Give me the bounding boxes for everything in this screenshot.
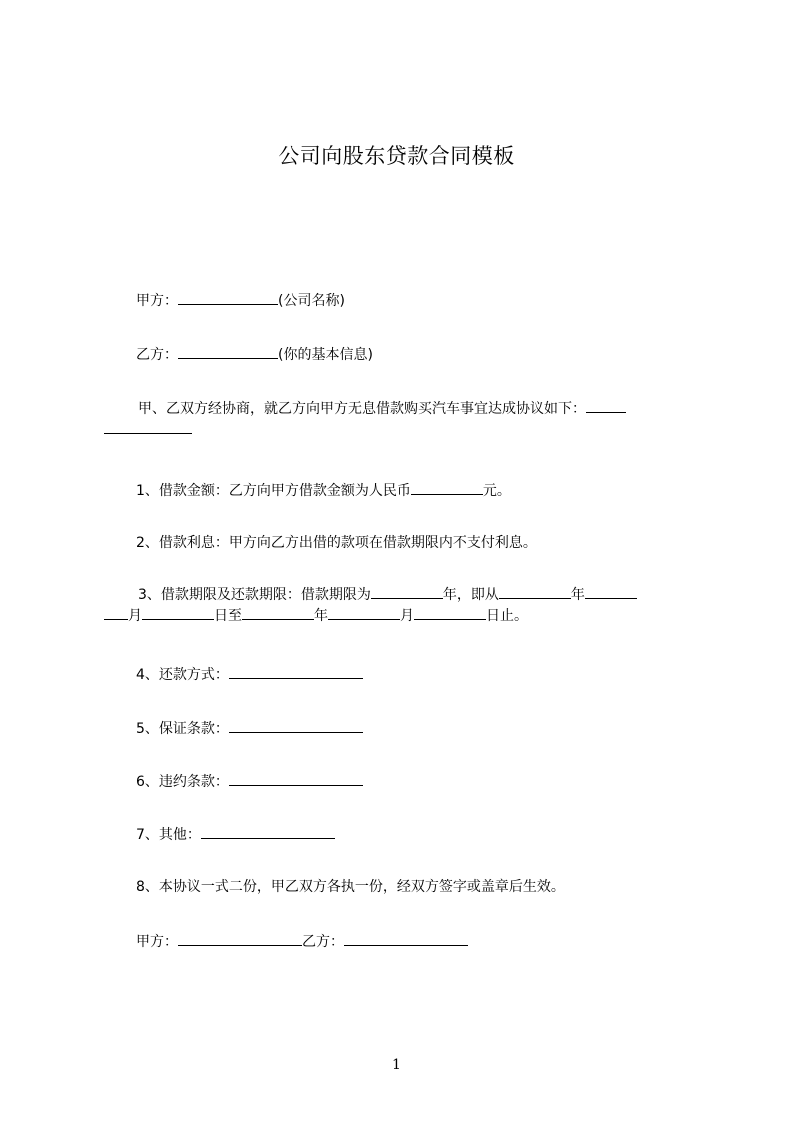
party-a-blank[interactable]: [178, 290, 278, 305]
intro-blank-2[interactable]: [104, 419, 192, 434]
breach-clause-blank[interactable]: [229, 771, 363, 786]
clause-3-part-4: 月: [128, 608, 142, 624]
party-b-hint: (你的基本信息): [278, 347, 373, 363]
clause-3-part-5: 日至: [214, 608, 242, 624]
sign-party-a-label: 甲方：: [136, 934, 178, 950]
clause-5-label: 5、保证条款：: [136, 721, 229, 737]
clause-1: [136, 480, 511, 501]
repayment-method-blank[interactable]: [229, 664, 363, 679]
party-b-line: [136, 344, 373, 365]
clause-3-part-2: 年，即从: [442, 587, 499, 603]
sign-party-a-blank[interactable]: [178, 931, 302, 946]
clause-2-text: 2、借款利息：甲方向乙方出借的款项在借款期限内不支付利息。: [136, 535, 537, 551]
intro-text: 甲、乙双方经协商，就乙方向甲方无息借款购买汽车事宜达成协议如下：: [138, 401, 586, 417]
clause-4-label: 4、还款方式：: [136, 667, 229, 683]
party-a-line: [136, 290, 345, 311]
sign-party-b-blank[interactable]: [344, 931, 468, 946]
clause-2: [136, 533, 537, 553]
loan-term-blank[interactable]: [371, 584, 443, 599]
party-a-hint: (公司名称): [278, 293, 345, 309]
loan-amount-blank[interactable]: [411, 480, 483, 495]
end-day-blank[interactable]: [414, 605, 486, 620]
clause-3-part-3: 年: [570, 587, 585, 603]
end-year-blank[interactable]: [242, 605, 314, 620]
clause-3: [104, 584, 704, 626]
start-month-blank-2[interactable]: [104, 605, 128, 620]
party-b-label: 乙方：: [136, 347, 178, 363]
clause-6-label: 6、违约条款：: [136, 774, 229, 790]
start-month-blank-1[interactable]: [585, 584, 637, 599]
clause-8-text: 8、本协议一式二份，甲乙双方各执一份，经双方签字或盖章后生效。: [136, 879, 565, 895]
document-title: 公司向股东贷款合同模板: [278, 144, 515, 168]
intro-blank-1[interactable]: [586, 398, 626, 413]
clause-3-part-6: 年: [314, 608, 328, 624]
clause-1-prefix: 1、借款金额：乙方向甲方借款金额为人民币: [136, 483, 411, 499]
clause-6: [136, 771, 363, 792]
clause-5: [136, 718, 363, 739]
clause-3-part-1: 3、借款期限及还款期限：借款期限为: [138, 587, 371, 603]
clause-7-label: 7、其他：: [136, 827, 201, 843]
party-a-label: 甲方：: [136, 293, 178, 309]
party-b-blank[interactable]: [178, 344, 278, 359]
sign-party-b-label: 乙方：: [302, 934, 344, 950]
start-year-blank[interactable]: [499, 584, 571, 599]
signature-line: [136, 931, 468, 952]
clause-7: [136, 824, 335, 845]
clause-3-part-8: 日止。: [486, 608, 528, 624]
other-clause-blank[interactable]: [201, 824, 335, 839]
start-day-blank[interactable]: [142, 605, 214, 620]
clause-8: [136, 877, 565, 897]
clause-3-part-7: 月: [400, 608, 414, 624]
end-month-blank[interactable]: [328, 605, 400, 620]
intro-paragraph: [104, 398, 704, 440]
page-number: 1: [392, 1057, 401, 1073]
clause-4: [136, 664, 363, 685]
clause-1-suffix: 元。: [482, 483, 511, 499]
guarantee-clause-blank[interactable]: [229, 718, 363, 733]
